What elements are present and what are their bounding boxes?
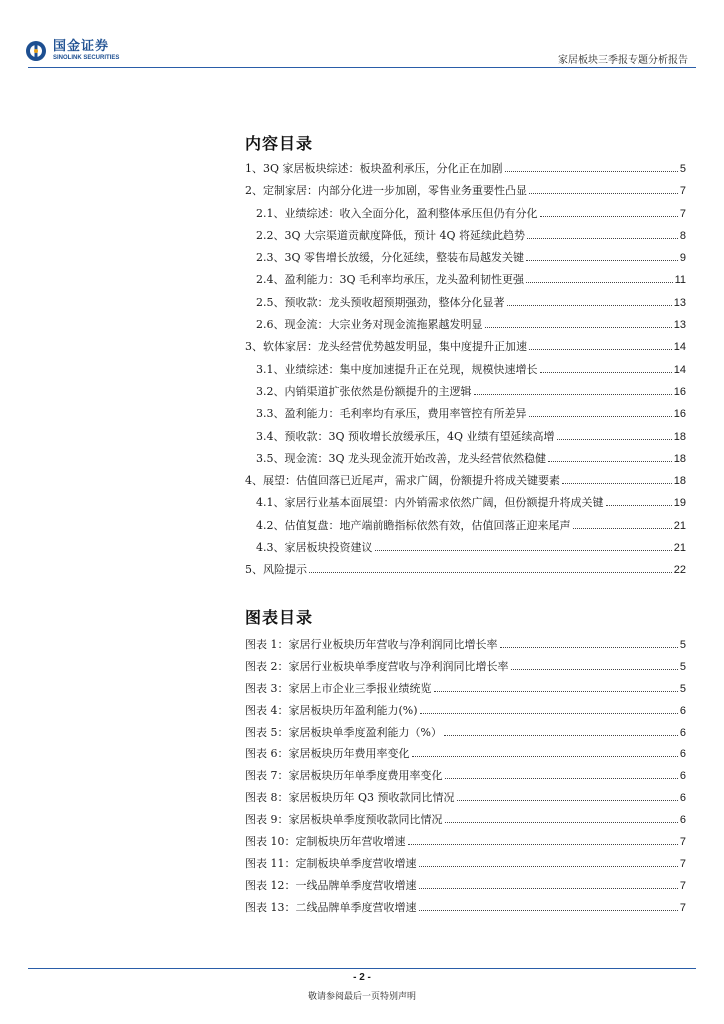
dot-leader [526, 282, 673, 283]
toc-entry[interactable] [245, 559, 686, 581]
figure-entry[interactable] [245, 656, 686, 678]
figure-entry-label: 图表 6：家居板块历年费用率变化 [245, 747, 410, 761]
footer-divider [28, 968, 696, 969]
figure-entry-page: 7 [679, 857, 686, 870]
dot-leader [548, 461, 672, 462]
toc-entry[interactable] [245, 470, 686, 492]
dot-leader [419, 910, 678, 911]
figure-entry-page: 7 [679, 879, 686, 892]
dot-leader [408, 844, 678, 845]
dot-leader [529, 193, 678, 194]
figure-entry-page: 6 [679, 748, 686, 761]
toc-entry-label: 3.1、业绩综述：集中度加速提升正在兑现，规模快速增长 [256, 362, 538, 376]
dot-leader [529, 349, 672, 350]
toc-entry-label: 3.3、盈利能力：毛利率均有承压，费用率管控有所差异 [256, 407, 527, 421]
header-divider [28, 67, 696, 68]
toc-entry-label: 2.3、3Q 零售增长放缓，分化延续，整装布局越发关键 [256, 251, 525, 265]
toc-entry-label: 2.1、业绩综述：收入全面分化，盈利整体承压但仍有分化 [256, 206, 538, 220]
figure-entry[interactable] [245, 722, 686, 744]
toc-entry[interactable] [245, 225, 686, 247]
dot-leader [540, 372, 672, 373]
logo-english-name: SINOLINK SECURITIES [53, 55, 120, 61]
toc-entry-label: 3、软体家居：龙头经营优势越发明显，集中度提升正加速 [245, 340, 527, 354]
page-header [0, 0, 724, 80]
toc-entry-page: 7 [679, 185, 686, 198]
toc-entry-label: 4.1、家居行业基本面展望：内外销需求依然广阔，但份额提升将成关键 [256, 496, 604, 510]
dot-leader [444, 735, 678, 736]
figure-entry-label: 图表 8：家居板块历年 Q3 预收款同比情况 [245, 791, 455, 805]
figure-entry[interactable] [245, 853, 686, 875]
figure-entry[interactable] [245, 809, 686, 831]
toc-entry-page: 18 [673, 430, 686, 443]
toc-entry-label: 2.4、盈利能力：3Q 毛利率均承压，龙头盈利韧性更强 [256, 273, 525, 287]
dot-leader [457, 800, 678, 801]
figure-entry-page: 5 [679, 682, 686, 695]
toc-entry-label: 2.6、现金流：大宗业务对现金流拖累越发明显 [256, 318, 483, 332]
figure-entry[interactable] [245, 700, 686, 722]
dot-leader [562, 483, 672, 484]
toc-entry[interactable] [245, 426, 686, 448]
dot-leader [309, 572, 672, 573]
toc-entry[interactable] [245, 381, 686, 403]
toc-entry-label: 5、风险提示 [245, 563, 307, 577]
figure-entry-label: 图表 1：家居行业板块历年营收与净利润同比增长率 [245, 638, 498, 651]
report-title: 家居板块三季报专题分析报告 [558, 55, 688, 66]
toc-entry-page: 8 [679, 229, 686, 242]
toc-entry[interactable] [245, 448, 686, 470]
figure-entry-label: 图表 11：定制板块单季度营收增速 [245, 856, 417, 870]
dot-leader [419, 866, 678, 867]
table-of-contents [245, 158, 686, 582]
toc-entry-label: 4.2、估值复盘：地产端前瞻指标依然有效，估值回落正迎来尾声 [256, 518, 571, 532]
figure-entry-page: 6 [679, 726, 686, 739]
toc-entry-label: 1、3Q 家居板块综述：板块盈利承压，分化正在加剧 [245, 162, 503, 175]
toc-entry-page: 11 [674, 274, 686, 287]
toc-entry-page: 9 [679, 252, 686, 265]
dot-leader [507, 305, 672, 306]
toc-entry-page: 18 [673, 452, 686, 465]
dot-leader [606, 505, 672, 506]
dot-leader [573, 528, 672, 529]
figure-entry-page: 5 [679, 660, 686, 673]
toc-entry[interactable] [245, 292, 686, 314]
toc-entry-page: 21 [673, 519, 686, 532]
figure-entry[interactable] [245, 787, 686, 809]
figure-entry[interactable] [245, 678, 686, 700]
figure-entry[interactable] [245, 831, 686, 853]
figure-entry-page: 6 [679, 814, 686, 827]
toc-entry-page: 18 [673, 475, 686, 488]
dot-leader [445, 822, 678, 823]
toc-entry-label: 2.5、预收款：龙头预收超预期强劲，整体分化显著 [256, 295, 505, 309]
dot-leader [511, 669, 678, 670]
dot-leader [527, 238, 678, 239]
figure-list [245, 634, 686, 919]
disclaimer-note: 敬请参阅最后一页特别声明 [307, 992, 416, 1002]
toc-entry[interactable] [245, 203, 686, 225]
toc-entry-page: 13 [673, 296, 686, 309]
toc-entry-page: 14 [673, 363, 686, 376]
figure-entry[interactable] [245, 875, 686, 897]
figure-entry-page: 6 [679, 792, 686, 805]
figure-entry-page: 7 [679, 836, 686, 849]
dot-leader [526, 260, 678, 261]
figure-entry-label: 图表 7：家居板块历年单季度费用率变化 [245, 769, 443, 783]
figure-entry-label: 图表 2：家居行业板块单季度营收与净利润同比增长率 [245, 659, 509, 673]
toc-entry-page: 5 [679, 163, 686, 175]
figure-entry-label: 图表 13：二线品牌单季度营收增速 [245, 900, 417, 914]
toc-entry-label: 3.5、现金流：3Q 龙头现金流开始改善，龙头经营依然稳健 [256, 451, 547, 465]
figure-list-heading: 图表目录 [245, 608, 314, 627]
toc-entry[interactable] [245, 158, 686, 180]
dot-leader [419, 888, 678, 889]
figure-entry-label: 图表 5：家居板块单季度盈利能力（%） [245, 725, 442, 739]
toc-entry-page: 16 [673, 385, 686, 398]
dot-leader [500, 647, 678, 648]
toc-entry-page: 22 [673, 564, 686, 577]
dot-leader [557, 439, 672, 440]
figure-entry[interactable] [245, 743, 686, 765]
dot-leader [529, 416, 672, 417]
toc-entry-label: 3.4、预收款：3Q 预收增长放缓承压，4Q 业绩有望延续高增 [256, 429, 555, 443]
toc-entry[interactable] [245, 180, 686, 202]
company-logo [25, 40, 119, 62]
toc-entry-page: 16 [673, 408, 686, 421]
toc-entry-label: 4、展望：估值回落已近尾声，需求广阔，份额提升将成关键要素 [245, 474, 560, 488]
dot-leader [445, 778, 678, 779]
logo-chinese-name: 国金证券 [53, 39, 110, 54]
dot-leader [412, 756, 678, 757]
figure-entry-page: 5 [679, 639, 686, 651]
toc-entry-label: 2、定制家居：内部分化进一步加剧，零售业务重要性凸显 [245, 184, 527, 198]
dot-leader [420, 713, 678, 714]
dot-leader [474, 394, 672, 395]
page-number: - 2 - [353, 972, 371, 983]
figure-entry-page: 7 [679, 901, 686, 914]
dot-leader [540, 216, 678, 217]
toc-entry[interactable] [245, 515, 686, 537]
figure-entry[interactable] [245, 634, 686, 656]
figure-entry-label: 图表 4：家居板块历年盈利能力(%) [245, 703, 418, 717]
figure-entry-label: 图表 10：定制板块历年营收增速 [245, 835, 406, 849]
toc-entry-label: 4.3、家居板块投资建议 [256, 541, 373, 555]
toc-entry-page: 19 [673, 497, 686, 510]
toc-entry[interactable] [245, 314, 686, 336]
dot-leader [375, 550, 672, 551]
figure-entry-label: 图表 9：家居板块单季度预收款同比情况 [245, 813, 443, 827]
figure-entry-label: 图表 3：家居上市企业三季报业绩统览 [245, 681, 432, 695]
dot-leader [505, 171, 678, 172]
toc-entry-page: 13 [673, 319, 686, 332]
toc-entry-page: 7 [679, 207, 686, 220]
figure-entry-label: 图表 12：一线品牌单季度营收增速 [245, 878, 417, 892]
toc-entry-page: 21 [673, 542, 686, 555]
toc-entry[interactable] [245, 403, 686, 425]
dot-leader [485, 327, 672, 328]
toc-entry-label: 2.2、3Q 大宗渠道贡献度降低，预计 4Q 将延续此趋势 [256, 228, 526, 242]
toc-entry[interactable] [245, 537, 686, 559]
toc-entry[interactable] [245, 492, 686, 514]
toc-entry[interactable] [245, 336, 686, 358]
figure-entry[interactable] [245, 897, 686, 919]
toc-entry-page: 14 [673, 341, 686, 354]
logo-mark-icon [25, 40, 47, 62]
toc-entry[interactable] [245, 269, 686, 291]
figure-entry-page: 6 [679, 770, 686, 783]
figure-entry[interactable] [245, 765, 686, 787]
dot-leader [434, 691, 678, 692]
figure-entry-page: 6 [679, 704, 686, 717]
toc-heading: 内容目录 [245, 134, 314, 153]
toc-entry-label: 3.2、内销渠道扩张依然是份额提升的主逻辑 [256, 384, 472, 398]
toc-entry[interactable] [245, 359, 686, 381]
toc-entry[interactable] [245, 247, 686, 269]
